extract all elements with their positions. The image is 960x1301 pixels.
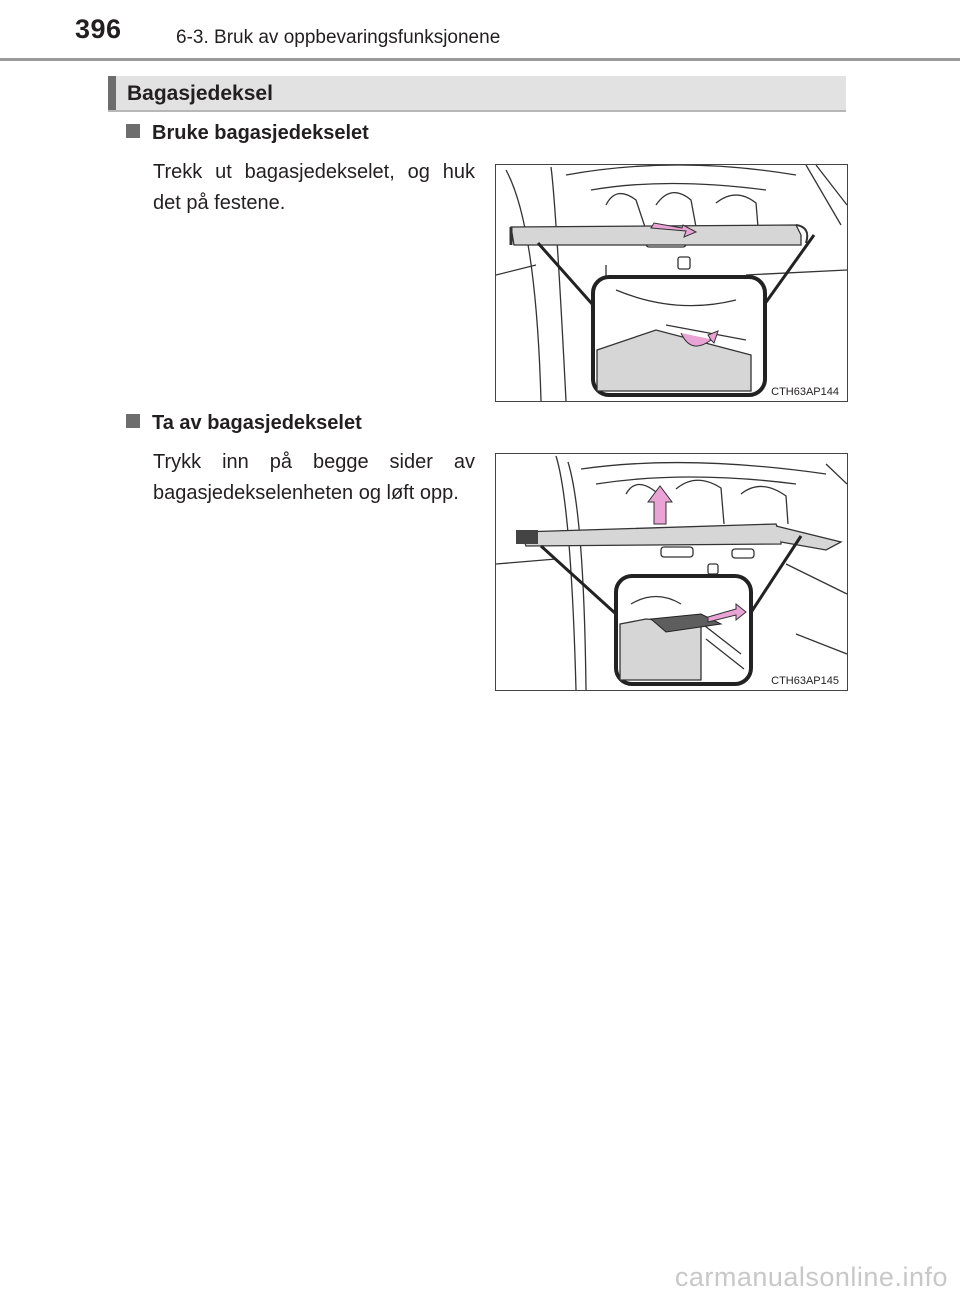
subsection-text-remove: Trykk inn på begge sider av bagasjedekselenheten og løft opp. <box>153 451 475 504</box>
header-rule <box>0 58 960 61</box>
figure-code-use: CTH63AP144 <box>771 386 839 398</box>
square-bullet-icon <box>126 414 140 428</box>
square-bullet-icon <box>126 124 140 138</box>
subsection-heading-remove <box>126 412 362 435</box>
subsection-heading-use <box>126 122 369 145</box>
chapter-title: 6-3. Bruk av oppbevaringsfunksjonene <box>176 27 501 48</box>
figure-remove-cover <box>495 453 848 691</box>
section-heading-bar <box>108 76 846 112</box>
subsection-heading-remove-text: Ta av bagasjedekselet <box>152 412 362 434</box>
page-number: 396 <box>75 14 122 44</box>
figure-use-cover <box>495 164 848 402</box>
watermark: carmanualsonline.info <box>674 1262 948 1292</box>
figure-code-remove: CTH63AP145 <box>771 675 839 687</box>
cargo-cover-pull-illustration <box>496 165 847 401</box>
cargo-cover-remove-illustration <box>496 454 847 690</box>
section-accent <box>108 76 116 110</box>
subsection-text-use: Trekk ut bagasjedekselet, og huk det på festene. <box>153 161 475 214</box>
section-title: Bagasjedeksel <box>127 82 273 105</box>
subsection-heading-use-text: Bruke bagasjedekselet <box>152 122 369 144</box>
